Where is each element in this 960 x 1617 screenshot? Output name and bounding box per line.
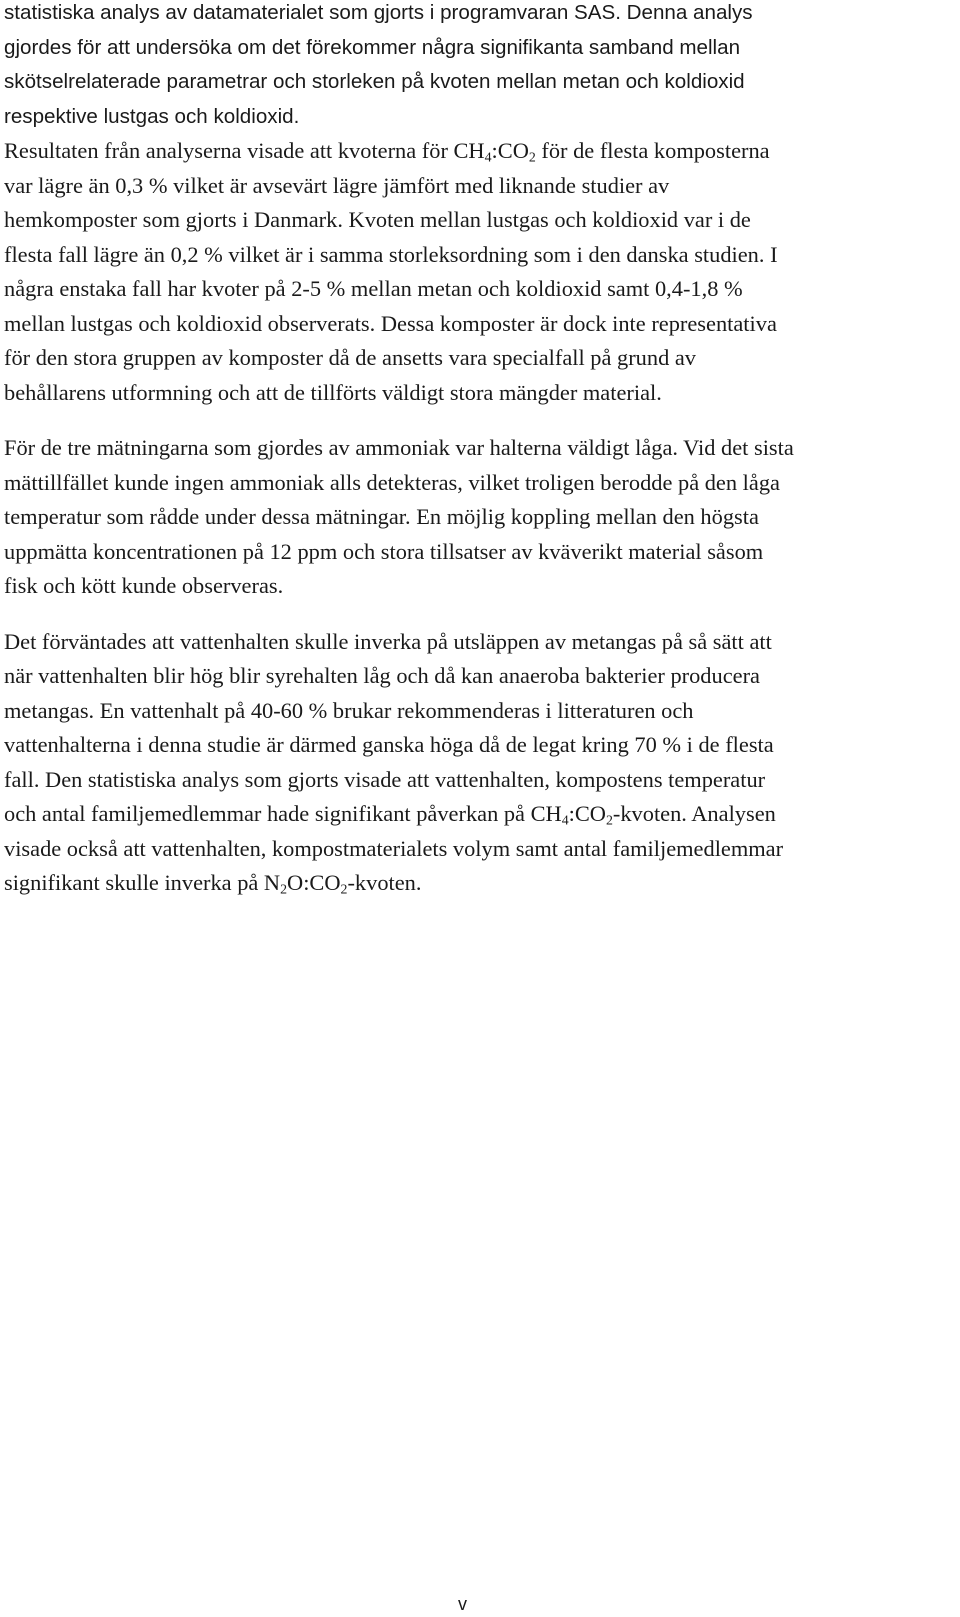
paragraph-spacer [4,604,940,625]
text-line: Resultaten från analyserna visade att kvoterna för $CH_4:CO_2$ för de flesta komposterna [4,138,770,166]
text-line: Det förväntades att vattenhalten skulle inverka på utsläppen av metangas på så sätt att [4,628,772,654]
text-line: skötselrelaterade parametrar och storleken på kvoten mellan metan och koldioxid [4,70,745,93]
text-line: när vattenhalten blir hög blir syrehalten låg och då kan anaeroba bakterier producera [4,663,760,688]
text-line: statistiska analys av datamaterialet som gjorts i programvaran SAS. Denna analys [4,1,753,24]
text-line: behållarens utformning och att de tillförts väldigt stora mängder material. [4,379,662,405]
text-line: några enstaka fall har kvoter på 2-5 % mellan metan och koldioxid samt 0,4-1,8 % [4,276,743,301]
text-line: mättillfället kunde ingen ammoniak alls detekteras, vilket troligen berodde på den låga [4,469,780,495]
text-line: visade också att vattenhalten, kompostmaterialets volym samt antal familjemedlemmar [4,835,784,861]
paragraph-statistical-analysis [4,0,940,134]
text-line: fall. Den statistiska analys som gjorts visade att vattenhalten, kompostens temperatur [4,766,766,792]
text-line: flesta fall lägre än 0,2 % vilket är i samma storleksordning som i den danska studien. I [4,241,778,267]
paragraph-spacer [4,410,940,431]
paragraph-water-content [4,625,940,901]
text-line: respektive lustgas och koldioxid. [4,104,300,128]
text-line: fisk och kött kunde observeras. [4,573,284,598]
paragraph-ammonia [4,431,940,604]
text-line: mellan lustgas och koldioxid observerats. Dessa komposter är dock inte representativa [4,310,777,336]
text-line: gjordes för att undersöka om det förekommer några signifikanta samband mellan [4,35,741,59]
text-line: uppmätta koncentrationen på 12 ppm och stora tillsatser av kväverikt material såsom [4,538,764,564]
page-number: v [458,1594,467,1614]
body-text [4,0,940,901]
text-line: för den stora gruppen av komposter då de ansetts vara specialfall på grund av [4,345,696,370]
paragraph-results [4,134,940,410]
text-line: signifikant skulle inverka på $N_2O:CO_2$-kvoten. [4,870,422,898]
text-line: temperatur som rådde under dessa mätningar. En möjlig koppling mellan den högsta [4,504,759,529]
text-line: var lägre än 0,3 % vilket är avsevärt lägre jämfört med liknande studier av [4,172,670,198]
text-line: vattenhalterna i denna studie är därmed ganska höga då de legat kring 70 % i de flesta [4,732,774,757]
text-line: För de tre mätningarna som gjordes av ammoniak var halterna väldigt låga. Vid det sista [4,435,794,460]
text-line: metangas. En vattenhalt på 40-60 % brukar rekommenderas i litteraturen och [4,697,694,723]
text-line: hemkomposter som gjorts i Danmark. Kvoten mellan lustgas och koldioxid var i de [4,207,751,232]
text-line: och antal familjemedlemmar hade signifikant påverkan på $CH_4:CO_2$-kvoten. Analysen [4,801,776,829]
